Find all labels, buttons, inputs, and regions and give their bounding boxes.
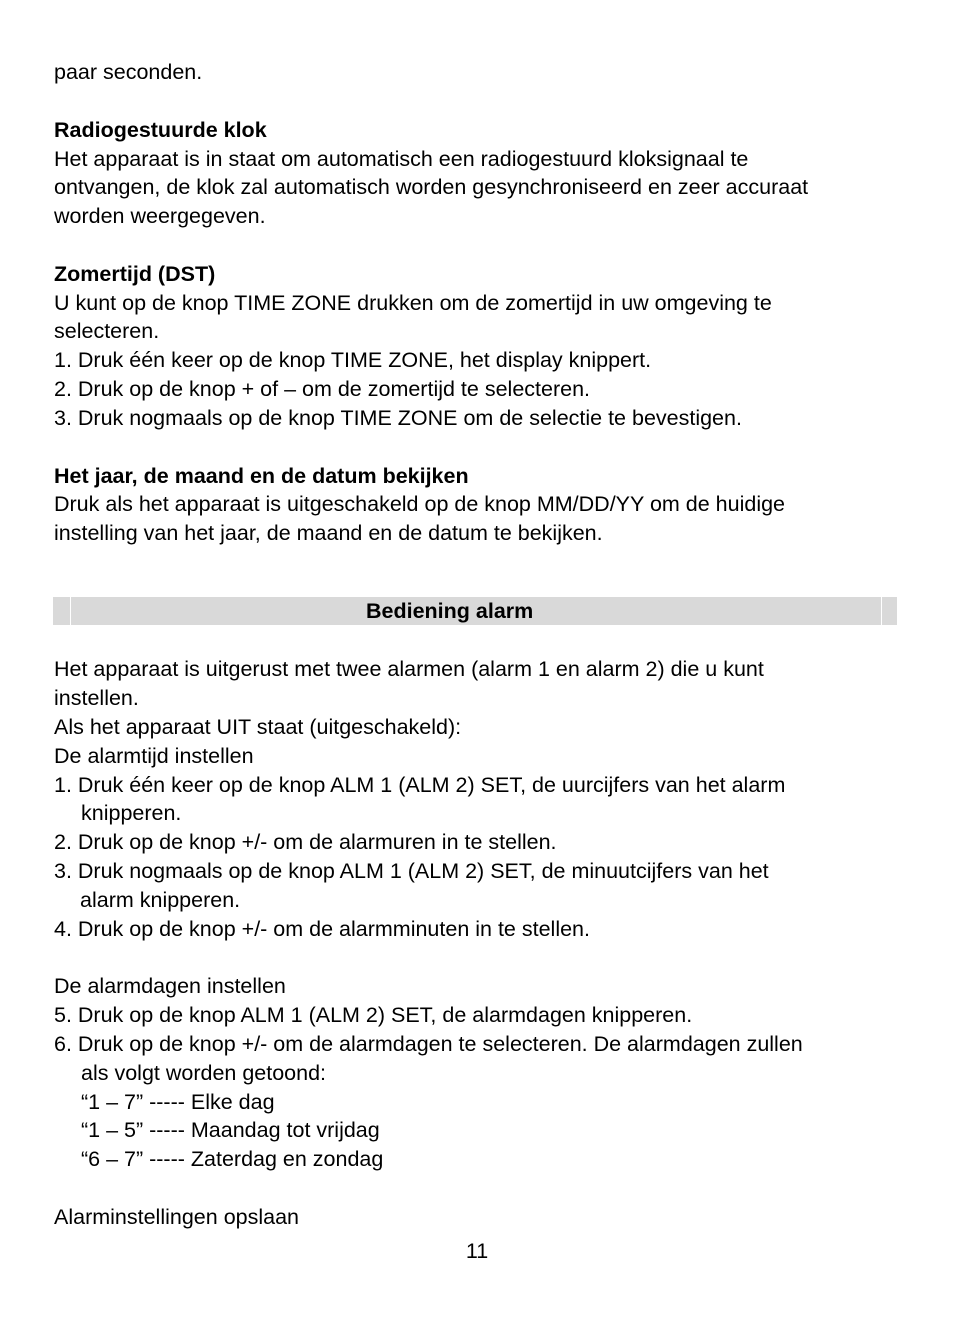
step-line: 2. Druk op de knop +/- om de alarmuren in te stellen.: [54, 830, 557, 854]
paragraph-line: worden weergegeven.: [54, 204, 266, 228]
step-line: 6. Druk op de knop +/- om de alarmdagen te selecteren. De alarmdagen zullen: [54, 1032, 803, 1056]
section-heading-date-view: Het jaar, de maand en de datum bekijken: [54, 464, 469, 488]
subheading-save-alarm: Alarminstellingen opslaan: [54, 1205, 300, 1229]
step-line: 5. Druk op de knop ALM 1 (ALM 2) SET, de alarmdagen knipperen.: [54, 1003, 693, 1027]
section-heading-radio-clock: Radiogestuurde klok: [54, 118, 267, 142]
paragraph-line: Als het apparaat UIT staat (uitgeschakeld):: [54, 715, 462, 739]
paragraph-line: Het apparaat is in staat om automatisch een radiogestuurd kloksignaal te: [54, 147, 749, 171]
paragraph-line: selecteren.: [54, 319, 160, 343]
day-option: “1 – 5” ----- Maandag tot vrijdag: [81, 1118, 380, 1142]
banner-left-segment: [53, 597, 71, 625]
step-continuation: knipperen.: [81, 801, 182, 825]
step-line: 2. Druk op de knop + of – om de zomertijd te selecteren.: [54, 377, 590, 401]
section-banner: [53, 597, 897, 625]
paragraph-line: instelling van het jaar, de maand en de datum te bekijken.: [54, 521, 603, 545]
paragraph-line: Het apparaat is uitgerust met twee alarmen (alarm 1 en alarm 2) die u kunt: [54, 657, 764, 681]
subheading-alarm-time: De alarmtijd instellen: [54, 744, 254, 768]
step-line: 3. Druk nogmaals op de knop TIME ZONE om de selectie te bevestigen.: [54, 406, 742, 430]
paragraph-line: ontvangen, de klok zal automatisch worden gesynchroniseerd en zeer accuraat: [54, 175, 809, 199]
paragraph-line: U kunt op de knop TIME ZONE drukken om de zomertijd in uw omgeving te: [54, 291, 772, 315]
step-continuation: als volgt worden getoond:: [81, 1061, 327, 1085]
step-continuation: alarm knipperen.: [80, 888, 241, 912]
step-line: 3. Druk nogmaals op de knop ALM 1 (ALM 2) SET, de minuutcijfers van het: [54, 859, 769, 883]
day-option: “1 – 7” ----- Elke dag: [81, 1090, 275, 1114]
page-number: 11: [465, 1239, 489, 1263]
paragraph-line: Druk als het apparaat is uitgeschakeld op de knop MM/DD/YY om de huidige: [54, 492, 786, 516]
banner-title: Bediening alarm: [366, 599, 534, 623]
day-option: “6 – 7” ----- Zaterdag en zondag: [81, 1147, 384, 1171]
banner-right-segment: [881, 597, 897, 625]
subheading-alarm-days: De alarmdagen instellen: [54, 974, 286, 998]
step-line: 4. Druk op de knop +/- om de alarmminuten in te stellen.: [54, 917, 590, 941]
paragraph-line: instellen.: [54, 686, 139, 710]
section-heading-dst: Zomertijd (DST): [54, 262, 216, 286]
continuation-text: paar seconden.: [54, 60, 203, 84]
step-line: 1. Druk één keer op de knop TIME ZONE, het display knippert.: [54, 348, 652, 372]
step-line: 1. Druk één keer op de knop ALM 1 (ALM 2) SET, de uurcijfers van het alarm: [54, 773, 786, 797]
